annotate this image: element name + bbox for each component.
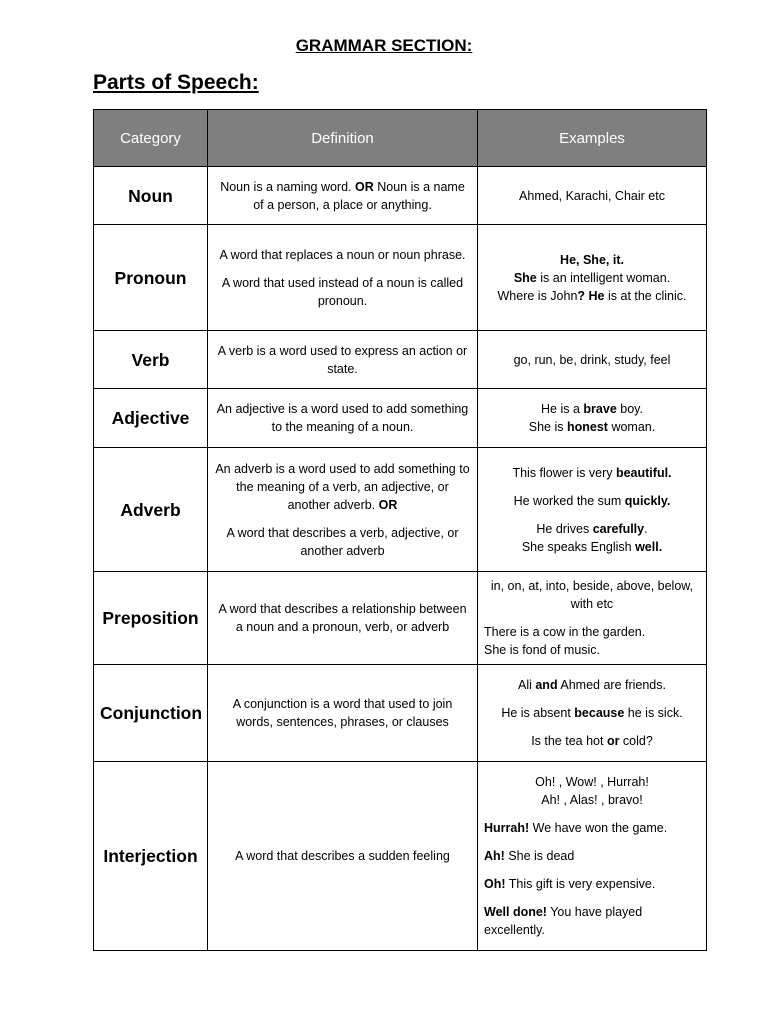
example-text: He worked the sum: [513, 493, 625, 508]
example-paragraph: [484, 464, 700, 482]
example-text: Oh! , Wow! , Hurrah!: [535, 775, 649, 789]
example-paragraph: [484, 520, 700, 556]
example-bold-text: honest: [566, 420, 608, 434]
example-bold-text: because: [574, 706, 625, 720]
example-paragraph: [484, 732, 700, 750]
example-text: Ah! , Alas! , bravo!: [541, 793, 643, 807]
example-paragraph: [484, 875, 700, 893]
example-bold-text: well.: [635, 539, 663, 554]
category-cell: Verb: [94, 331, 208, 389]
example-bold-text: Well done!: [484, 905, 547, 919]
definition-paragraph: [214, 460, 471, 514]
examples-cell: [478, 167, 707, 225]
example-paragraph: [484, 819, 700, 837]
example-paragraph: [484, 623, 700, 659]
example-bold-text: Ah!: [484, 849, 505, 863]
example-text: Ahmed, Karachi, Chair etc: [519, 188, 665, 203]
example-text: boy.: [616, 402, 643, 416]
example-bold-text: or: [606, 734, 620, 748]
table-row-noun: [94, 167, 707, 225]
definition-text: A word that describes a relationship between a noun and a pronoun, verb, or adverb: [218, 602, 467, 634]
definition-cell: [208, 572, 478, 665]
definition-text: Noun is a naming word.: [220, 179, 355, 194]
example-text: He drives: [536, 521, 593, 536]
table-row-pronoun: [94, 225, 707, 331]
examples-cell: [478, 665, 707, 762]
category-cell: Preposition: [94, 572, 208, 665]
definition-cell: [208, 389, 478, 448]
examples-cell: [478, 225, 707, 331]
example-text: go, run, be, drink, study, feel: [513, 352, 671, 367]
example-paragraph: [484, 351, 700, 369]
example-text: Ali: [517, 678, 536, 692]
example-text: Ahmed are friends.: [557, 678, 666, 692]
example-text: is at the clinic.: [604, 288, 687, 303]
example-text: She is fond of music.: [484, 643, 601, 657]
definition-paragraph: [214, 178, 471, 214]
example-paragraph: [484, 577, 700, 613]
example-paragraph: [484, 903, 700, 939]
example-paragraph: [484, 187, 700, 205]
example-bold-text: Oh!: [484, 877, 506, 891]
definition-cell: [208, 167, 478, 225]
example-text: She is dead: [504, 849, 575, 863]
table-row-verb: [94, 331, 707, 389]
definition-paragraph: [214, 246, 471, 264]
example-paragraph: [484, 847, 700, 865]
example-text: We have won the game.: [529, 821, 668, 835]
examples-cell: [478, 389, 707, 448]
table-row-adjective: [94, 389, 707, 448]
category-cell: Noun: [94, 167, 208, 225]
parts-of-speech-table: [93, 109, 707, 951]
section-heading: Parts of Speech:: [93, 71, 259, 94]
definition-text: A conjunction is a word that used to join words, sentences, phrases, or clauses: [232, 697, 453, 729]
example-text: She speaks English: [521, 539, 636, 554]
table-row-interjection: [94, 762, 707, 951]
example-bold-text: quickly.: [624, 493, 671, 508]
category-cell: Conjunction: [94, 665, 208, 762]
example-text: You have played excellently.: [484, 905, 643, 937]
definition-paragraph: [214, 274, 471, 310]
example-bold-text: He, She, it.: [560, 252, 624, 267]
definition-text: A word that used instead of a noun is called pronoun.: [221, 275, 464, 308]
table-row-adverb: [94, 448, 707, 572]
example-bold-text: He: [588, 288, 605, 303]
table-body: [94, 167, 707, 951]
category-cell: Interjection: [94, 762, 208, 951]
example-bold-text: ?: [577, 288, 586, 303]
example-paragraph: [484, 676, 700, 694]
definition-text: An adverb is a word used to add something to the meaning of a verb, an adjective, or another adverb.: [215, 461, 470, 512]
examples-cell: [478, 448, 707, 572]
example-text: This flower is very: [512, 465, 616, 480]
example-text: he is sick.: [624, 706, 683, 720]
definition-text: An adjective is a word used to add something to the meaning of a noun.: [216, 402, 469, 434]
example-text: There is a cow in the garden.: [484, 625, 646, 639]
column-header-category: Category: [94, 110, 208, 167]
definition-paragraph: [214, 695, 471, 731]
example-bold-text: beautiful.: [615, 465, 672, 480]
example-paragraph: [484, 251, 700, 305]
example-bold-text: brave: [583, 402, 617, 416]
column-header-examples: Examples: [478, 110, 707, 167]
example-text: woman.: [607, 420, 656, 434]
category-cell: Pronoun: [94, 225, 208, 331]
definition-paragraph: [214, 847, 471, 865]
category-cell: Adjective: [94, 389, 208, 448]
example-bold-text: She: [513, 270, 537, 285]
document-title: GRAMMAR SECTION:: [295, 36, 473, 55]
example-bold-text: carefully: [592, 521, 645, 536]
example-text: Is the tea hot: [531, 734, 607, 748]
definition-cell: [208, 225, 478, 331]
definition-cell: [208, 762, 478, 951]
example-text: in, on, at, into, beside, above, below, with etc: [490, 579, 694, 611]
definition-cell: [208, 665, 478, 762]
definition-paragraph: [214, 524, 471, 560]
definition-bold-text: OR: [355, 179, 374, 194]
definition-bold-text: OR: [378, 497, 398, 512]
table-header-row: [94, 110, 707, 167]
category-cell: Adverb: [94, 448, 208, 572]
definition-text: A word that describes a verb, adjective, or another adverb: [226, 525, 459, 558]
definition-cell: [208, 448, 478, 572]
definition-paragraph: [214, 342, 471, 378]
example-paragraph: [484, 704, 700, 722]
example-paragraph: [484, 400, 700, 436]
definition-text: A word that describes a sudden feeling: [235, 849, 450, 863]
definition-paragraph: [214, 400, 471, 436]
example-bold-text: Hurrah!: [484, 821, 530, 835]
example-text: He is absent: [501, 706, 575, 720]
table-row-preposition: [94, 572, 707, 665]
definition-text: Noun is a name of a person, a place or anything.: [253, 179, 465, 212]
example-bold-text: and: [535, 678, 558, 692]
definition-text: A word that replaces a noun or noun phrase.: [219, 247, 466, 262]
example-text: .: [644, 521, 648, 536]
column-header-definition: Definition: [208, 110, 478, 167]
table-row-conjunction: [94, 665, 707, 762]
example-text: is an intelligent woman.: [536, 270, 671, 285]
example-text: cold?: [619, 734, 653, 748]
definition-text: A verb is a word used to express an action or state.: [217, 343, 468, 376]
example-paragraph: [484, 773, 700, 809]
example-text: This gift is very expensive.: [505, 877, 656, 891]
examples-cell: [478, 572, 707, 665]
examples-cell: [478, 331, 707, 389]
examples-cell: [478, 762, 707, 951]
example-text: He is a: [541, 402, 584, 416]
example-text: She is: [528, 420, 567, 434]
definition-cell: [208, 331, 478, 389]
example-paragraph: [484, 492, 700, 510]
example-text: Where is John: [497, 288, 578, 303]
definition-paragraph: [214, 600, 471, 636]
